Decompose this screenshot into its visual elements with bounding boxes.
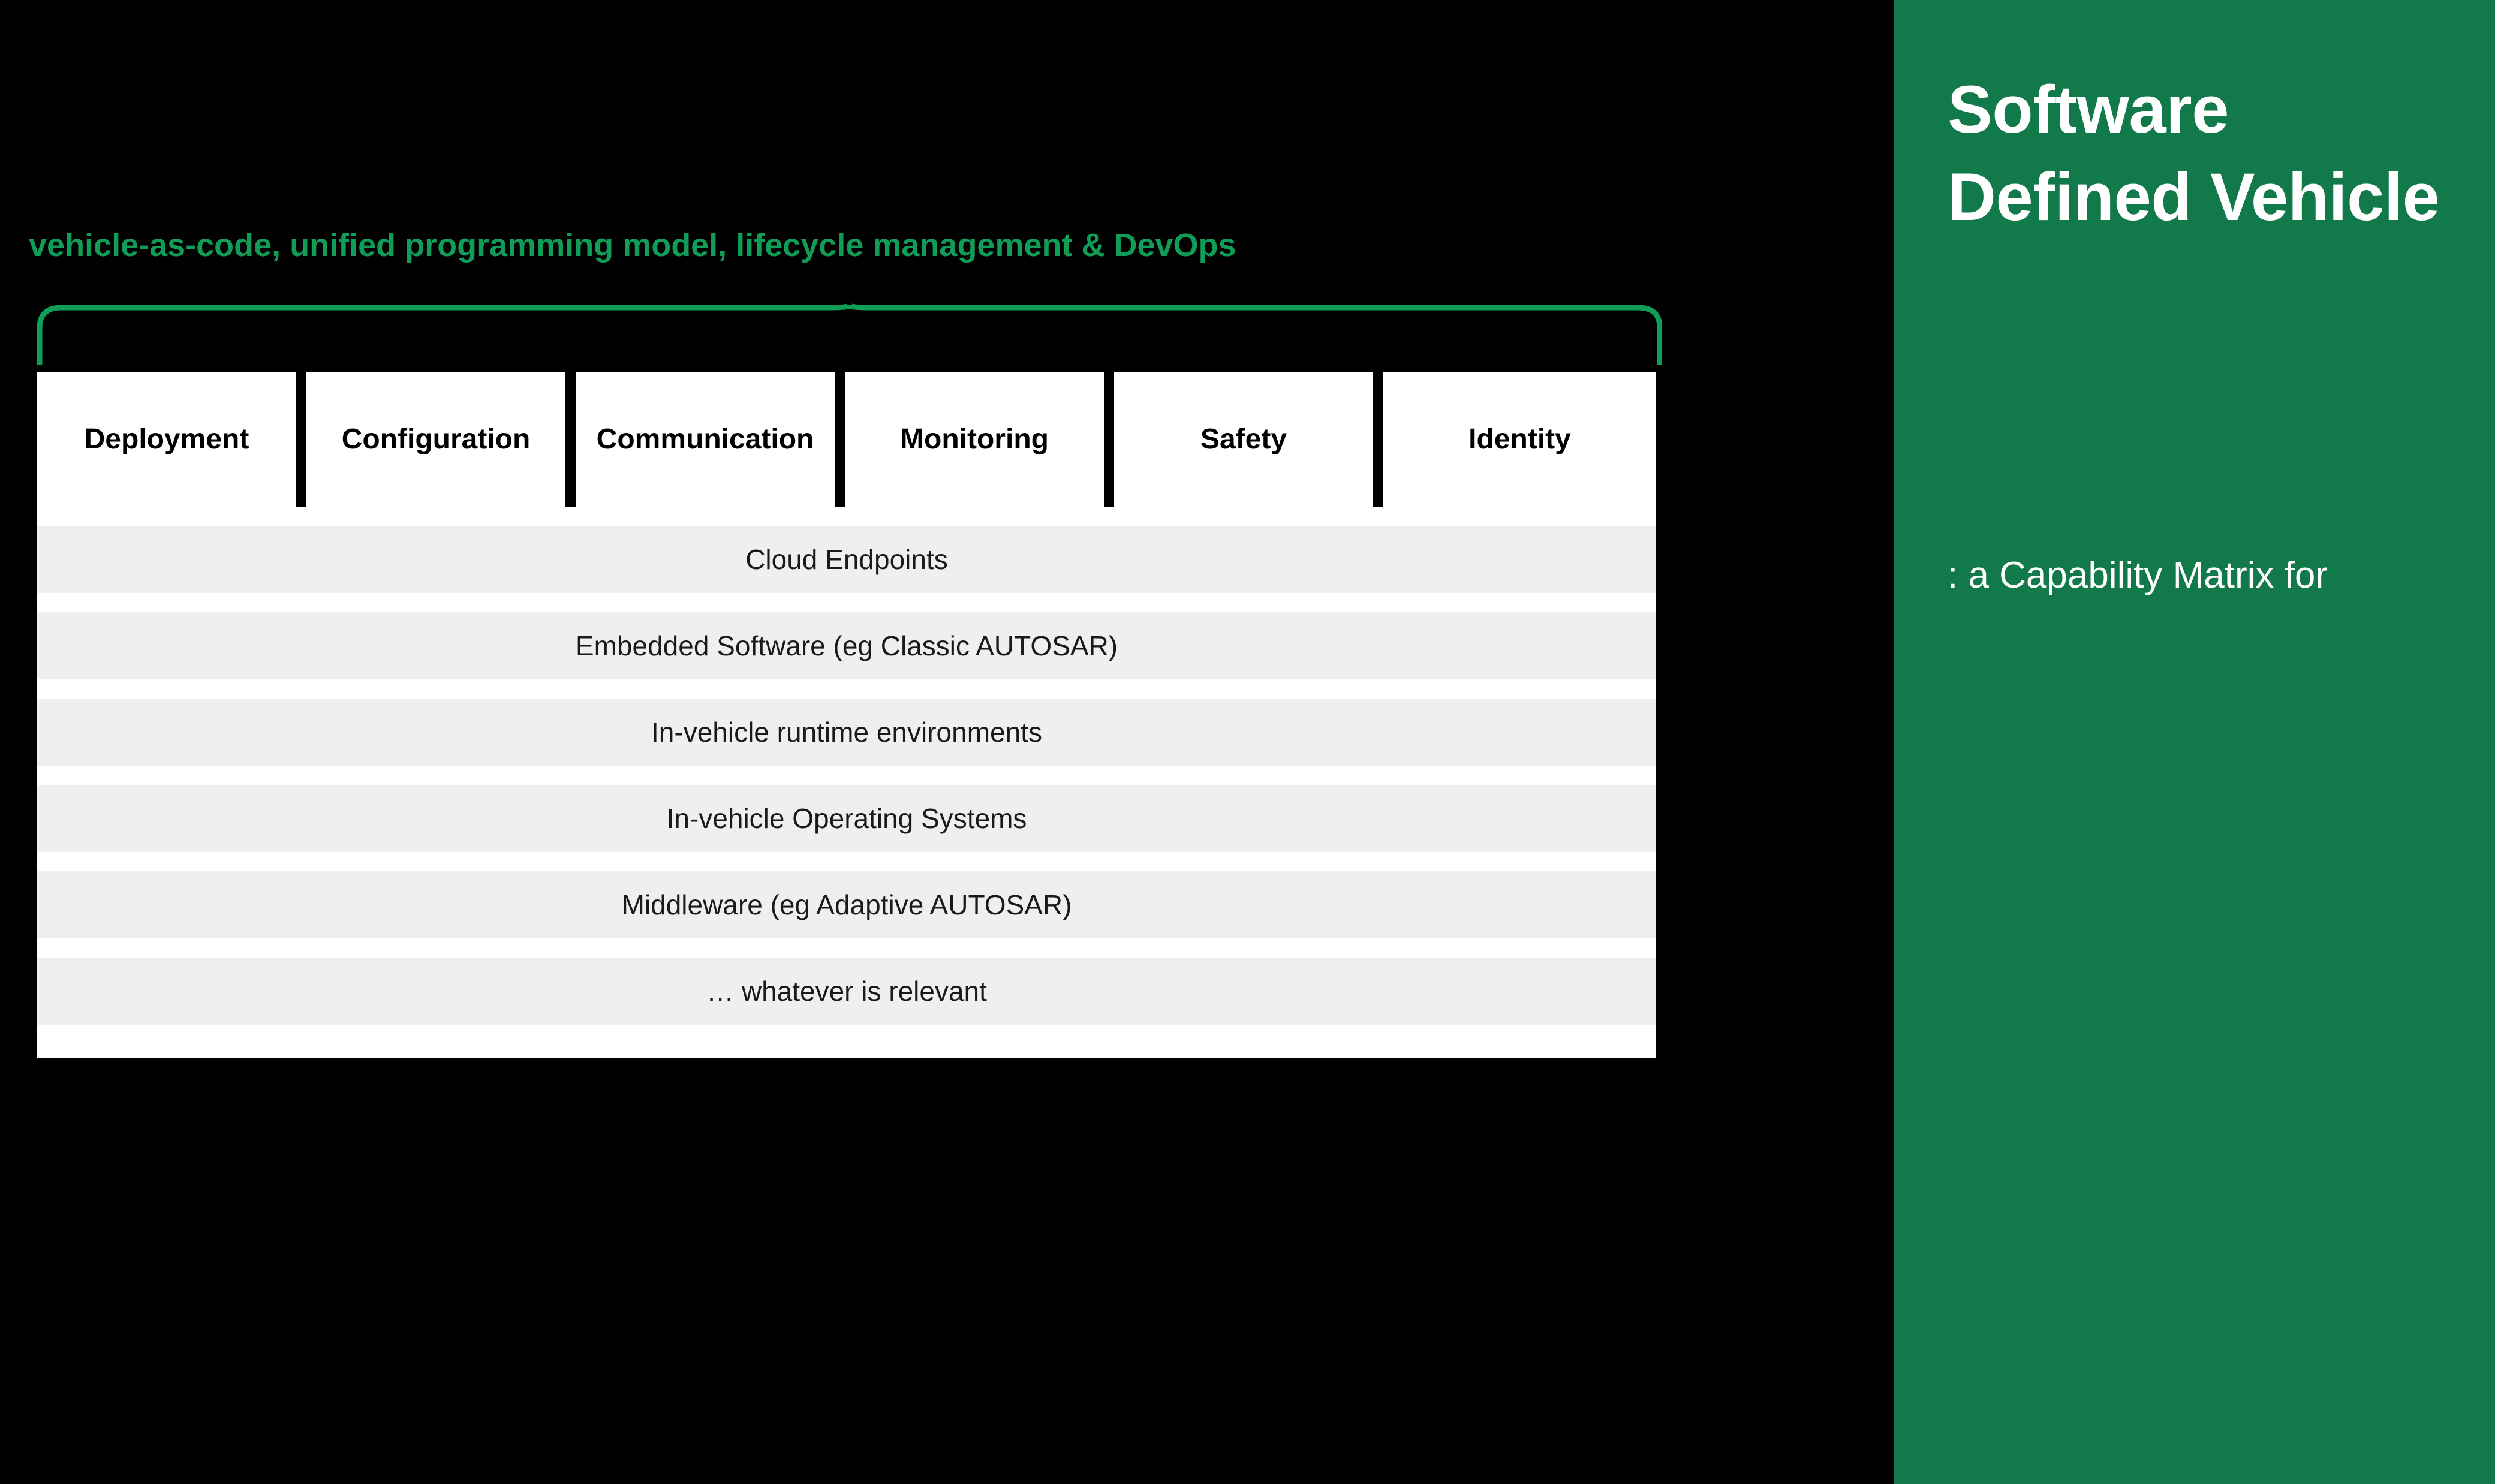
page-subtitle: : a Capability Matrix for: [1948, 555, 2328, 596]
layer-row: [37, 958, 1656, 1025]
column-header-label: Monitoring: [900, 423, 1049, 455]
layer-row-label: Cloud Endpoints: [745, 544, 948, 575]
layer-row-label: … whatever is relevant: [706, 976, 987, 1007]
column-header-label: Communication: [596, 423, 814, 455]
layer-row-label: Middleware (eg Adaptive AUTOSAR): [621, 889, 1072, 920]
layer-row: [37, 526, 1656, 593]
layer-row-label: In-vehicle Operating Systems: [666, 803, 1027, 834]
column-header-configuration: [306, 372, 565, 507]
matrix-gap: [37, 1025, 1656, 1058]
column-header-safety: [1114, 372, 1373, 507]
column-header-label: Deployment: [84, 423, 249, 455]
layer-row: [37, 612, 1656, 679]
matrix-gap: [37, 507, 1656, 526]
column-header-label: Configuration: [341, 423, 531, 455]
column-header-label: Identity: [1468, 423, 1571, 455]
matrix-gap: [37, 852, 1656, 871]
matrix-grid: [37, 372, 1656, 1211]
curly-brace-icon: [37, 303, 1662, 369]
matrix-gap: [37, 766, 1656, 785]
layer-row: [37, 871, 1656, 938]
column-header-deployment: [37, 372, 296, 507]
matrix-gap: [37, 938, 1656, 958]
page-title: Software Defined Vehicle: [1948, 72, 2440, 234]
matrix-gap: [37, 593, 1656, 612]
layer-row: [37, 785, 1656, 852]
layer-row-label: In-vehicle runtime environments: [651, 717, 1042, 748]
matrix-bottom-mask: [37, 1058, 1656, 1211]
column-header-identity: [1383, 372, 1656, 507]
right-title-panel: [1894, 0, 2495, 1484]
column-header-label: Safety: [1200, 423, 1287, 455]
matrix-column-headers: [37, 372, 1656, 507]
layer-row-label: Embedded Software (eg Classic AUTOSAR): [575, 630, 1118, 661]
column-header-monitoring: [845, 372, 1104, 507]
devops-caption: vehicle-as-code, unified programming model, lifecycle management & DevOps: [29, 227, 1236, 263]
column-header-communication: [576, 372, 835, 507]
matrix-gap: [37, 679, 1656, 699]
layer-row: [37, 699, 1656, 766]
